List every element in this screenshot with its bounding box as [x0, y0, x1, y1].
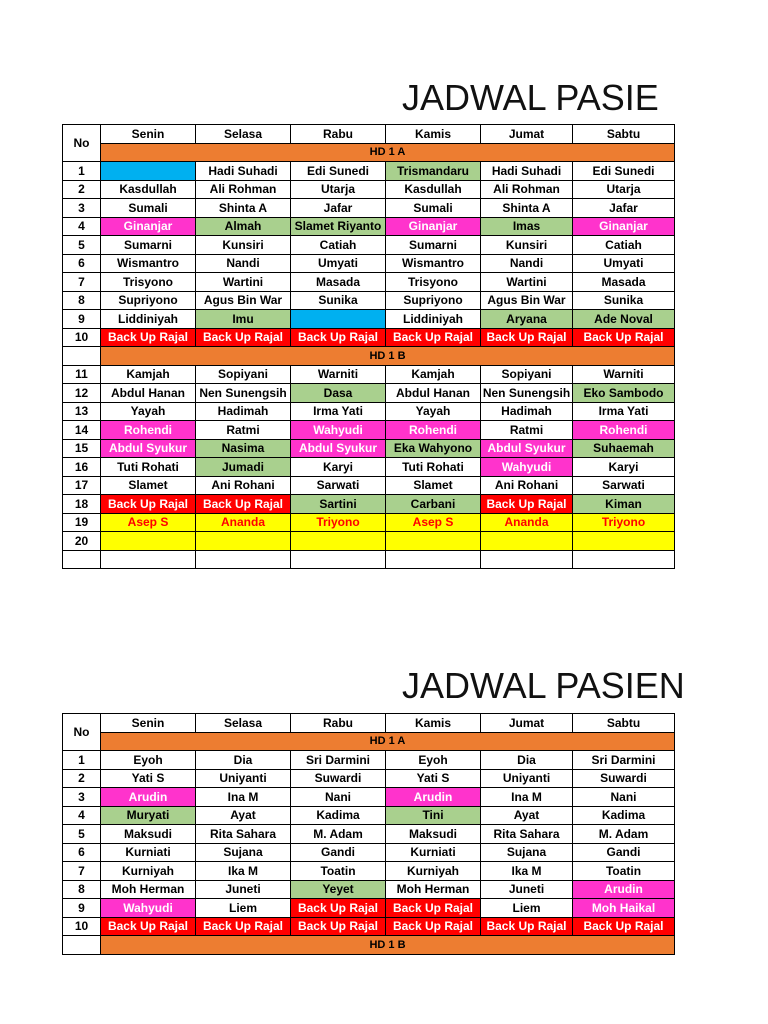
patient-cell: Gandi	[291, 843, 386, 862]
patient-cell: Carbani	[386, 495, 481, 514]
patient-cell: Ananda	[481, 513, 573, 532]
day-header-senin: Senin	[101, 714, 196, 733]
row-number: 9	[63, 899, 101, 918]
row-number: 4	[63, 217, 101, 236]
day-header-kamis: Kamis	[386, 714, 481, 733]
patient-cell: Catiah	[573, 236, 675, 255]
patient-cell: Suwardi	[291, 769, 386, 788]
patient-cell: Umyati	[573, 254, 675, 273]
table-row	[63, 458, 675, 477]
patient-cell: Maksudi	[101, 825, 196, 844]
patient-cell: Sumali	[101, 199, 196, 218]
patient-cell	[291, 550, 386, 569]
day-header-senin: Senin	[101, 125, 196, 144]
no-column-header: No	[63, 125, 101, 162]
table-row	[63, 365, 675, 384]
patient-cell: Ratmi	[196, 421, 291, 440]
patient-cell: Dasa	[291, 384, 386, 403]
patient-cell: Jumadi	[196, 458, 291, 477]
patient-cell: Back Up Rajal	[101, 495, 196, 514]
table-row	[63, 421, 675, 440]
day-header-rabu: Rabu	[291, 125, 386, 144]
patient-cell: Nandi	[481, 254, 573, 273]
patient-cell: Karyi	[573, 458, 675, 477]
patient-cell: Sartini	[291, 495, 386, 514]
patient-cell	[101, 532, 196, 551]
day-header-selasa: Selasa	[196, 714, 291, 733]
patient-cell: Arudin	[386, 788, 481, 807]
patient-cell: Eko Sambodo	[573, 384, 675, 403]
header-row	[63, 125, 675, 144]
patient-cell: Gandi	[573, 843, 675, 862]
patient-cell: Moh Haikal	[573, 899, 675, 918]
patient-cell: Trisyono	[386, 273, 481, 292]
row-number	[63, 550, 101, 569]
patient-cell: Back Up Rajal	[291, 917, 386, 936]
patient-cell: Wahyudi	[481, 458, 573, 477]
row-number: 5	[63, 825, 101, 844]
table-row	[63, 788, 675, 807]
patient-cell	[386, 550, 481, 569]
patient-cell: Yeyet	[291, 880, 386, 899]
patient-cell: Umyati	[291, 254, 386, 273]
row-number: 19	[63, 513, 101, 532]
patient-cell: Ina M	[481, 788, 573, 807]
patient-cell: Shinta A	[196, 199, 291, 218]
patient-cell: Rita Sahara	[196, 825, 291, 844]
patient-cell: Kurniyah	[386, 862, 481, 881]
patient-cell: Ayat	[196, 806, 291, 825]
patient-cell: Yayah	[386, 402, 481, 421]
patient-cell	[291, 532, 386, 551]
table-row	[63, 254, 675, 273]
patient-cell: Dia	[481, 751, 573, 770]
patient-cell: Aryana	[481, 310, 573, 329]
patient-cell: Ika M	[481, 862, 573, 881]
row-number: 1	[63, 162, 101, 181]
patient-cell: Utarja	[573, 180, 675, 199]
patient-cell: Kiman	[573, 495, 675, 514]
patient-cell: Ginanjar	[386, 217, 481, 236]
patient-cell: Sopiyani	[196, 365, 291, 384]
patient-cell: Warniti	[573, 365, 675, 384]
header-row	[63, 714, 675, 733]
patient-cell: Back Up Rajal	[386, 328, 481, 347]
patient-cell: Sunika	[573, 291, 675, 310]
patient-cell: Agus Bin War	[481, 291, 573, 310]
table-row	[63, 180, 675, 199]
table-row	[63, 917, 675, 936]
table-row	[63, 751, 675, 770]
patient-cell: Yati S	[101, 769, 196, 788]
patient-cell	[196, 550, 291, 569]
table-row	[63, 310, 675, 329]
patient-cell: Wartini	[481, 273, 573, 292]
patient-cell: Kadima	[573, 806, 675, 825]
section-no-cell	[63, 936, 101, 955]
row-number: 2	[63, 769, 101, 788]
patient-cell: Back Up Rajal	[291, 328, 386, 347]
table-row	[63, 513, 675, 532]
patient-cell: Moh Herman	[386, 880, 481, 899]
patient-cell: Muryati	[101, 806, 196, 825]
row-number: 13	[63, 402, 101, 421]
patient-cell: Masada	[291, 273, 386, 292]
section-row	[63, 143, 675, 162]
table-row	[63, 476, 675, 495]
patient-cell: Nasima	[196, 439, 291, 458]
patient-cell: Ayat	[481, 806, 573, 825]
patient-cell: Tini	[386, 806, 481, 825]
patient-cell: Yati S	[386, 769, 481, 788]
row-number: 17	[63, 476, 101, 495]
patient-cell	[101, 162, 196, 181]
patient-cell: Wahyudi	[291, 421, 386, 440]
patient-cell: Rohendi	[101, 421, 196, 440]
table-row	[63, 880, 675, 899]
patient-cell: Triyono	[291, 513, 386, 532]
table-row	[63, 384, 675, 403]
row-number: 6	[63, 254, 101, 273]
patient-cell: Triyono	[573, 513, 675, 532]
patient-cell: Back Up Rajal	[386, 917, 481, 936]
row-number: 11	[63, 365, 101, 384]
patient-cell: Sopiyani	[481, 365, 573, 384]
patient-cell: Tuti Rohati	[101, 458, 196, 477]
section-row	[63, 347, 675, 366]
schedule-table-1	[62, 124, 675, 569]
patient-cell: Liem	[196, 899, 291, 918]
patient-cell: Shinta A	[481, 199, 573, 218]
patient-cell: Karyi	[291, 458, 386, 477]
day-header-selasa: Selasa	[196, 125, 291, 144]
patient-cell: Edi Sunedi	[573, 162, 675, 181]
row-number: 9	[63, 310, 101, 329]
patient-cell: Back Up Rajal	[196, 328, 291, 347]
patient-cell: Back Up Rajal	[573, 328, 675, 347]
patient-cell	[481, 532, 573, 551]
patient-cell: Utarja	[291, 180, 386, 199]
patient-cell: Abdul Syukur	[291, 439, 386, 458]
day-header-sabtu: Sabtu	[573, 125, 675, 144]
table-row	[63, 328, 675, 347]
table-row	[63, 532, 675, 551]
table-row	[63, 273, 675, 292]
patient-cell: Ali Rohman	[481, 180, 573, 199]
no-column-header: No	[63, 714, 101, 751]
patient-cell: Kunsiri	[196, 236, 291, 255]
patient-cell: Wartini	[196, 273, 291, 292]
row-number: 7	[63, 862, 101, 881]
patient-cell: Jafar	[291, 199, 386, 218]
patient-cell: Kasdullah	[101, 180, 196, 199]
patient-cell: Warniti	[291, 365, 386, 384]
patient-cell: Almah	[196, 217, 291, 236]
patient-cell: Back Up Rajal	[101, 328, 196, 347]
patient-cell: Ananda	[196, 513, 291, 532]
patient-cell: Kamjah	[386, 365, 481, 384]
patient-cell: Toatin	[291, 862, 386, 881]
day-header-kamis: Kamis	[386, 125, 481, 144]
patient-cell: Slamet Riyanto	[291, 217, 386, 236]
row-number: 3	[63, 788, 101, 807]
patient-cell: Wismantro	[101, 254, 196, 273]
patient-cell: Arudin	[101, 788, 196, 807]
row-number: 2	[63, 180, 101, 199]
row-number: 16	[63, 458, 101, 477]
row-number: 3	[63, 199, 101, 218]
patient-cell: Nani	[291, 788, 386, 807]
patient-cell: Supriyono	[101, 291, 196, 310]
patient-cell: Kamjah	[101, 365, 196, 384]
patient-cell: Kunsiri	[481, 236, 573, 255]
patient-cell: Toatin	[573, 862, 675, 881]
patient-cell: Kurniati	[101, 843, 196, 862]
patient-cell: Suhaemah	[573, 439, 675, 458]
table-row	[63, 402, 675, 421]
patient-cell: Nani	[573, 788, 675, 807]
patient-cell: Sri Darmini	[291, 751, 386, 770]
patient-cell: Suwardi	[573, 769, 675, 788]
patient-cell: Imu	[196, 310, 291, 329]
section-label: HD 1 B	[101, 936, 675, 955]
patient-cell: Sujana	[196, 843, 291, 862]
patient-cell	[386, 532, 481, 551]
patient-cell: Eyoh	[101, 751, 196, 770]
patient-cell: Juneti	[481, 880, 573, 899]
patient-cell: Nen Sunengsih	[481, 384, 573, 403]
patient-cell: Rohendi	[386, 421, 481, 440]
table-row	[63, 862, 675, 881]
patient-cell: Hadi Suhadi	[196, 162, 291, 181]
patient-cell: Wismantro	[386, 254, 481, 273]
table-row	[63, 439, 675, 458]
patient-cell: Back Up Rajal	[101, 917, 196, 936]
patient-cell: Abdul Syukur	[101, 439, 196, 458]
day-header-sabtu: Sabtu	[573, 714, 675, 733]
patient-cell: Back Up Rajal	[481, 917, 573, 936]
table-row	[63, 825, 675, 844]
patient-cell: Hadimah	[481, 402, 573, 421]
patient-cell: Wahyudi	[101, 899, 196, 918]
patient-cell	[573, 532, 675, 551]
patient-cell: Eka Wahyono	[386, 439, 481, 458]
patient-cell	[196, 532, 291, 551]
patient-cell: Slamet	[101, 476, 196, 495]
patient-cell: Back Up Rajal	[481, 495, 573, 514]
patient-cell: Abdul Syukur	[481, 439, 573, 458]
patient-cell: Liddiniyah	[386, 310, 481, 329]
table-row	[63, 217, 675, 236]
patient-cell: Abdul Hanan	[101, 384, 196, 403]
patient-cell: Back Up Rajal	[291, 899, 386, 918]
patient-cell: Rita Sahara	[481, 825, 573, 844]
patient-cell: Ali Rohman	[196, 180, 291, 199]
table-row	[63, 291, 675, 310]
patient-cell: Moh Herman	[101, 880, 196, 899]
patient-cell: Sumarni	[101, 236, 196, 255]
patient-cell: Masada	[573, 273, 675, 292]
row-number: 4	[63, 806, 101, 825]
patient-cell: Dia	[196, 751, 291, 770]
patient-cell	[573, 550, 675, 569]
table-row	[63, 806, 675, 825]
patient-cell: Kurniyah	[101, 862, 196, 881]
patient-cell: Sri Darmini	[573, 751, 675, 770]
row-number: 1	[63, 751, 101, 770]
patient-cell: Sumali	[386, 199, 481, 218]
patient-cell: Nen Sunengsih	[196, 384, 291, 403]
patient-cell: Liem	[481, 899, 573, 918]
section-row	[63, 732, 675, 751]
patient-cell: Rohendi	[573, 421, 675, 440]
patient-cell: M. Adam	[291, 825, 386, 844]
table-row	[63, 899, 675, 918]
patient-cell: Jafar	[573, 199, 675, 218]
row-number: 7	[63, 273, 101, 292]
row-number: 8	[63, 880, 101, 899]
patient-cell: Liddiniyah	[101, 310, 196, 329]
patient-cell: M. Adam	[573, 825, 675, 844]
patient-cell: Yayah	[101, 402, 196, 421]
patient-cell	[481, 550, 573, 569]
patient-cell: Irma Yati	[291, 402, 386, 421]
section-label: HD 1 A	[101, 143, 675, 162]
patient-cell: Abdul Hanan	[386, 384, 481, 403]
sheet-1-title: JADWAL PASIE	[402, 80, 659, 116]
sheet-2-title: JADWAL PASIEN	[402, 668, 685, 704]
row-number: 20	[63, 532, 101, 551]
patient-cell: Irma Yati	[573, 402, 675, 421]
patient-cell: Arudin	[573, 880, 675, 899]
patient-cell: Nandi	[196, 254, 291, 273]
patient-cell: Kurniati	[386, 843, 481, 862]
patient-cell: Uniyanti	[481, 769, 573, 788]
row-number: 15	[63, 439, 101, 458]
patient-cell: Hadimah	[196, 402, 291, 421]
patient-cell: Asep S	[386, 513, 481, 532]
patient-cell: Sarwati	[291, 476, 386, 495]
patient-cell: Imas	[481, 217, 573, 236]
patient-cell: Sujana	[481, 843, 573, 862]
patient-cell: Back Up Rajal	[196, 917, 291, 936]
row-number: 12	[63, 384, 101, 403]
patient-cell: Sarwati	[573, 476, 675, 495]
day-header-rabu: Rabu	[291, 714, 386, 733]
patient-cell: Agus Bin War	[196, 291, 291, 310]
patient-cell: Back Up Rajal	[481, 328, 573, 347]
patient-cell: Eyoh	[386, 751, 481, 770]
patient-cell: Sumarni	[386, 236, 481, 255]
patient-cell: Uniyanti	[196, 769, 291, 788]
patient-cell: Tuti Rohati	[386, 458, 481, 477]
patient-cell: Supriyono	[386, 291, 481, 310]
row-number: 8	[63, 291, 101, 310]
section-label: HD 1 B	[101, 347, 675, 366]
patient-cell: Ani Rohani	[196, 476, 291, 495]
patient-cell: Hadi Suhadi	[481, 162, 573, 181]
patient-cell: Sunika	[291, 291, 386, 310]
table-row	[63, 769, 675, 788]
patient-cell: Trisyono	[101, 273, 196, 292]
patient-cell: Juneti	[196, 880, 291, 899]
patient-cell: Edi Sunedi	[291, 162, 386, 181]
table-row	[63, 162, 675, 181]
row-number: 18	[63, 495, 101, 514]
day-header-jumat: Jumat	[481, 125, 573, 144]
patient-cell: Back Up Rajal	[386, 899, 481, 918]
patient-cell: Ginanjar	[101, 217, 196, 236]
row-number: 10	[63, 328, 101, 347]
patient-cell: Ginanjar	[573, 217, 675, 236]
patient-cell: Ani Rohani	[481, 476, 573, 495]
patient-cell: Back Up Rajal	[573, 917, 675, 936]
row-number: 10	[63, 917, 101, 936]
schedule-table-2	[62, 713, 675, 955]
row-number: 14	[63, 421, 101, 440]
day-header-jumat: Jumat	[481, 714, 573, 733]
patient-cell: Ade Noval	[573, 310, 675, 329]
table-row	[63, 550, 675, 569]
section-no-cell	[63, 347, 101, 366]
table-row	[63, 199, 675, 218]
patient-cell	[291, 310, 386, 329]
patient-cell: Asep S	[101, 513, 196, 532]
patient-cell: Trismandaru	[386, 162, 481, 181]
patient-cell: Ika M	[196, 862, 291, 881]
row-number: 5	[63, 236, 101, 255]
patient-cell: Back Up Rajal	[196, 495, 291, 514]
patient-cell: Catiah	[291, 236, 386, 255]
section-label: HD 1 A	[101, 732, 675, 751]
patient-cell: Maksudi	[386, 825, 481, 844]
table-row	[63, 843, 675, 862]
patient-cell: Ina M	[196, 788, 291, 807]
table-row	[63, 236, 675, 255]
table-row	[63, 495, 675, 514]
section-row	[63, 936, 675, 955]
patient-cell: Slamet	[386, 476, 481, 495]
patient-cell: Kadima	[291, 806, 386, 825]
row-number: 6	[63, 843, 101, 862]
patient-cell	[101, 550, 196, 569]
patient-cell: Kasdullah	[386, 180, 481, 199]
patient-cell: Ratmi	[481, 421, 573, 440]
